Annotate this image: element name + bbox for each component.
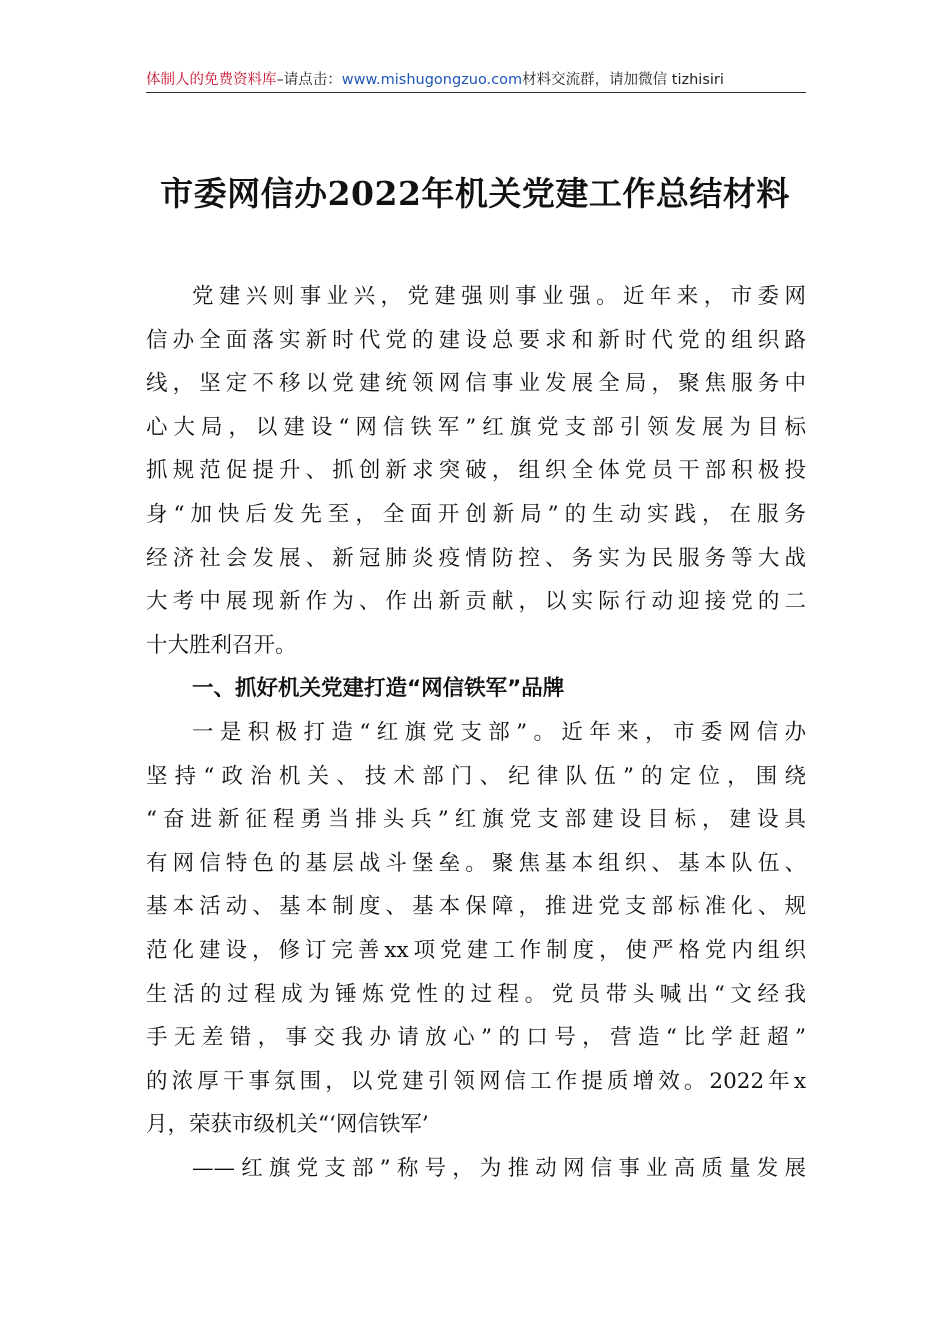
header-contact-note: 材料交流群，请加微信 tizhisiri (522, 72, 724, 88)
header-prompt: –请点击： (276, 72, 342, 88)
paragraph-line: 生活的过程成为锤炼党性的过程。党员带头喊出“文经我 (146, 981, 806, 1007)
paragraph-line: 心大局，以建设“网信铁军”红旗党支部引领发展为目标 (146, 414, 806, 440)
paragraph-line: 坚持“政治机关、技术部门、纪律队伍”的定位，围绕 (146, 763, 806, 789)
paragraph-line: 有网信特色的基层战斗堡垒。聚焦基本组织、基本队伍、 (146, 850, 806, 876)
paragraph-line: 的浓厚干事氛围，以党建引领网信工作提质增效。2022年x (146, 1068, 806, 1094)
paragraph-line: 经济社会发展、新冠肺炎疫情防控、务实为民服务等大战 (146, 545, 806, 571)
header-url-link[interactable]: www.mishugongzuo.com (341, 72, 523, 88)
paragraph-line: 身“加快后发先至，全面开创新局”的生动实践，在服务 (146, 501, 806, 527)
paragraph-line: 大考中展现新作为、作出新贡献，以实际行动迎接党的二 (146, 589, 806, 615)
paragraph-line: 抓规范促提升、抓创新求突破，组织全体党员干部积极投 (146, 458, 806, 484)
paragraph-line: 信办全面落实新时代党的建设总要求和新时代党的组织路 (146, 327, 806, 353)
paragraph-line: 一是积极打造“红旗党支部”。近年来，市委网信办 (192, 719, 806, 745)
paragraph-line: 手无差错，事交我办请放心”的口号，营造“比学赶超” (146, 1025, 806, 1051)
section-heading: 一、抓好机关党建打造“网信铁军”品牌 (192, 676, 565, 702)
paragraph-line: 十大胜利召开。 (146, 632, 297, 658)
paragraph-line: 范化建设，修订完善xx项党建工作制度，使严格党内组织 (146, 937, 806, 963)
page-header (146, 68, 806, 92)
paragraph-line: 月，荣获市级机关“‘网信铁军’ (146, 1112, 429, 1138)
header-brand: 体制人的免费资料库 (146, 72, 277, 88)
paragraph-line: 基本活动、基本制度、基本保障，推进党支部标准化、规 (146, 894, 806, 920)
document-body (146, 275, 806, 1190)
paragraph-line: ——红旗党支部”称号，为推动网信事业高质量发展 (192, 1155, 806, 1181)
header-divider (146, 92, 806, 93)
document-title: 市委网信办2022年机关党建工作总结材料 (160, 174, 790, 213)
paragraph-line: 党建兴则事业兴，党建强则事业强。近年来，市委网 (192, 284, 806, 309)
paragraph-line: “奋进新征程勇当排头兵”红旗党支部建设目标，建设具 (146, 807, 806, 833)
paragraph-line: 线，坚定不移以党建统领网信事业发展全局，聚焦服务中 (146, 371, 806, 397)
